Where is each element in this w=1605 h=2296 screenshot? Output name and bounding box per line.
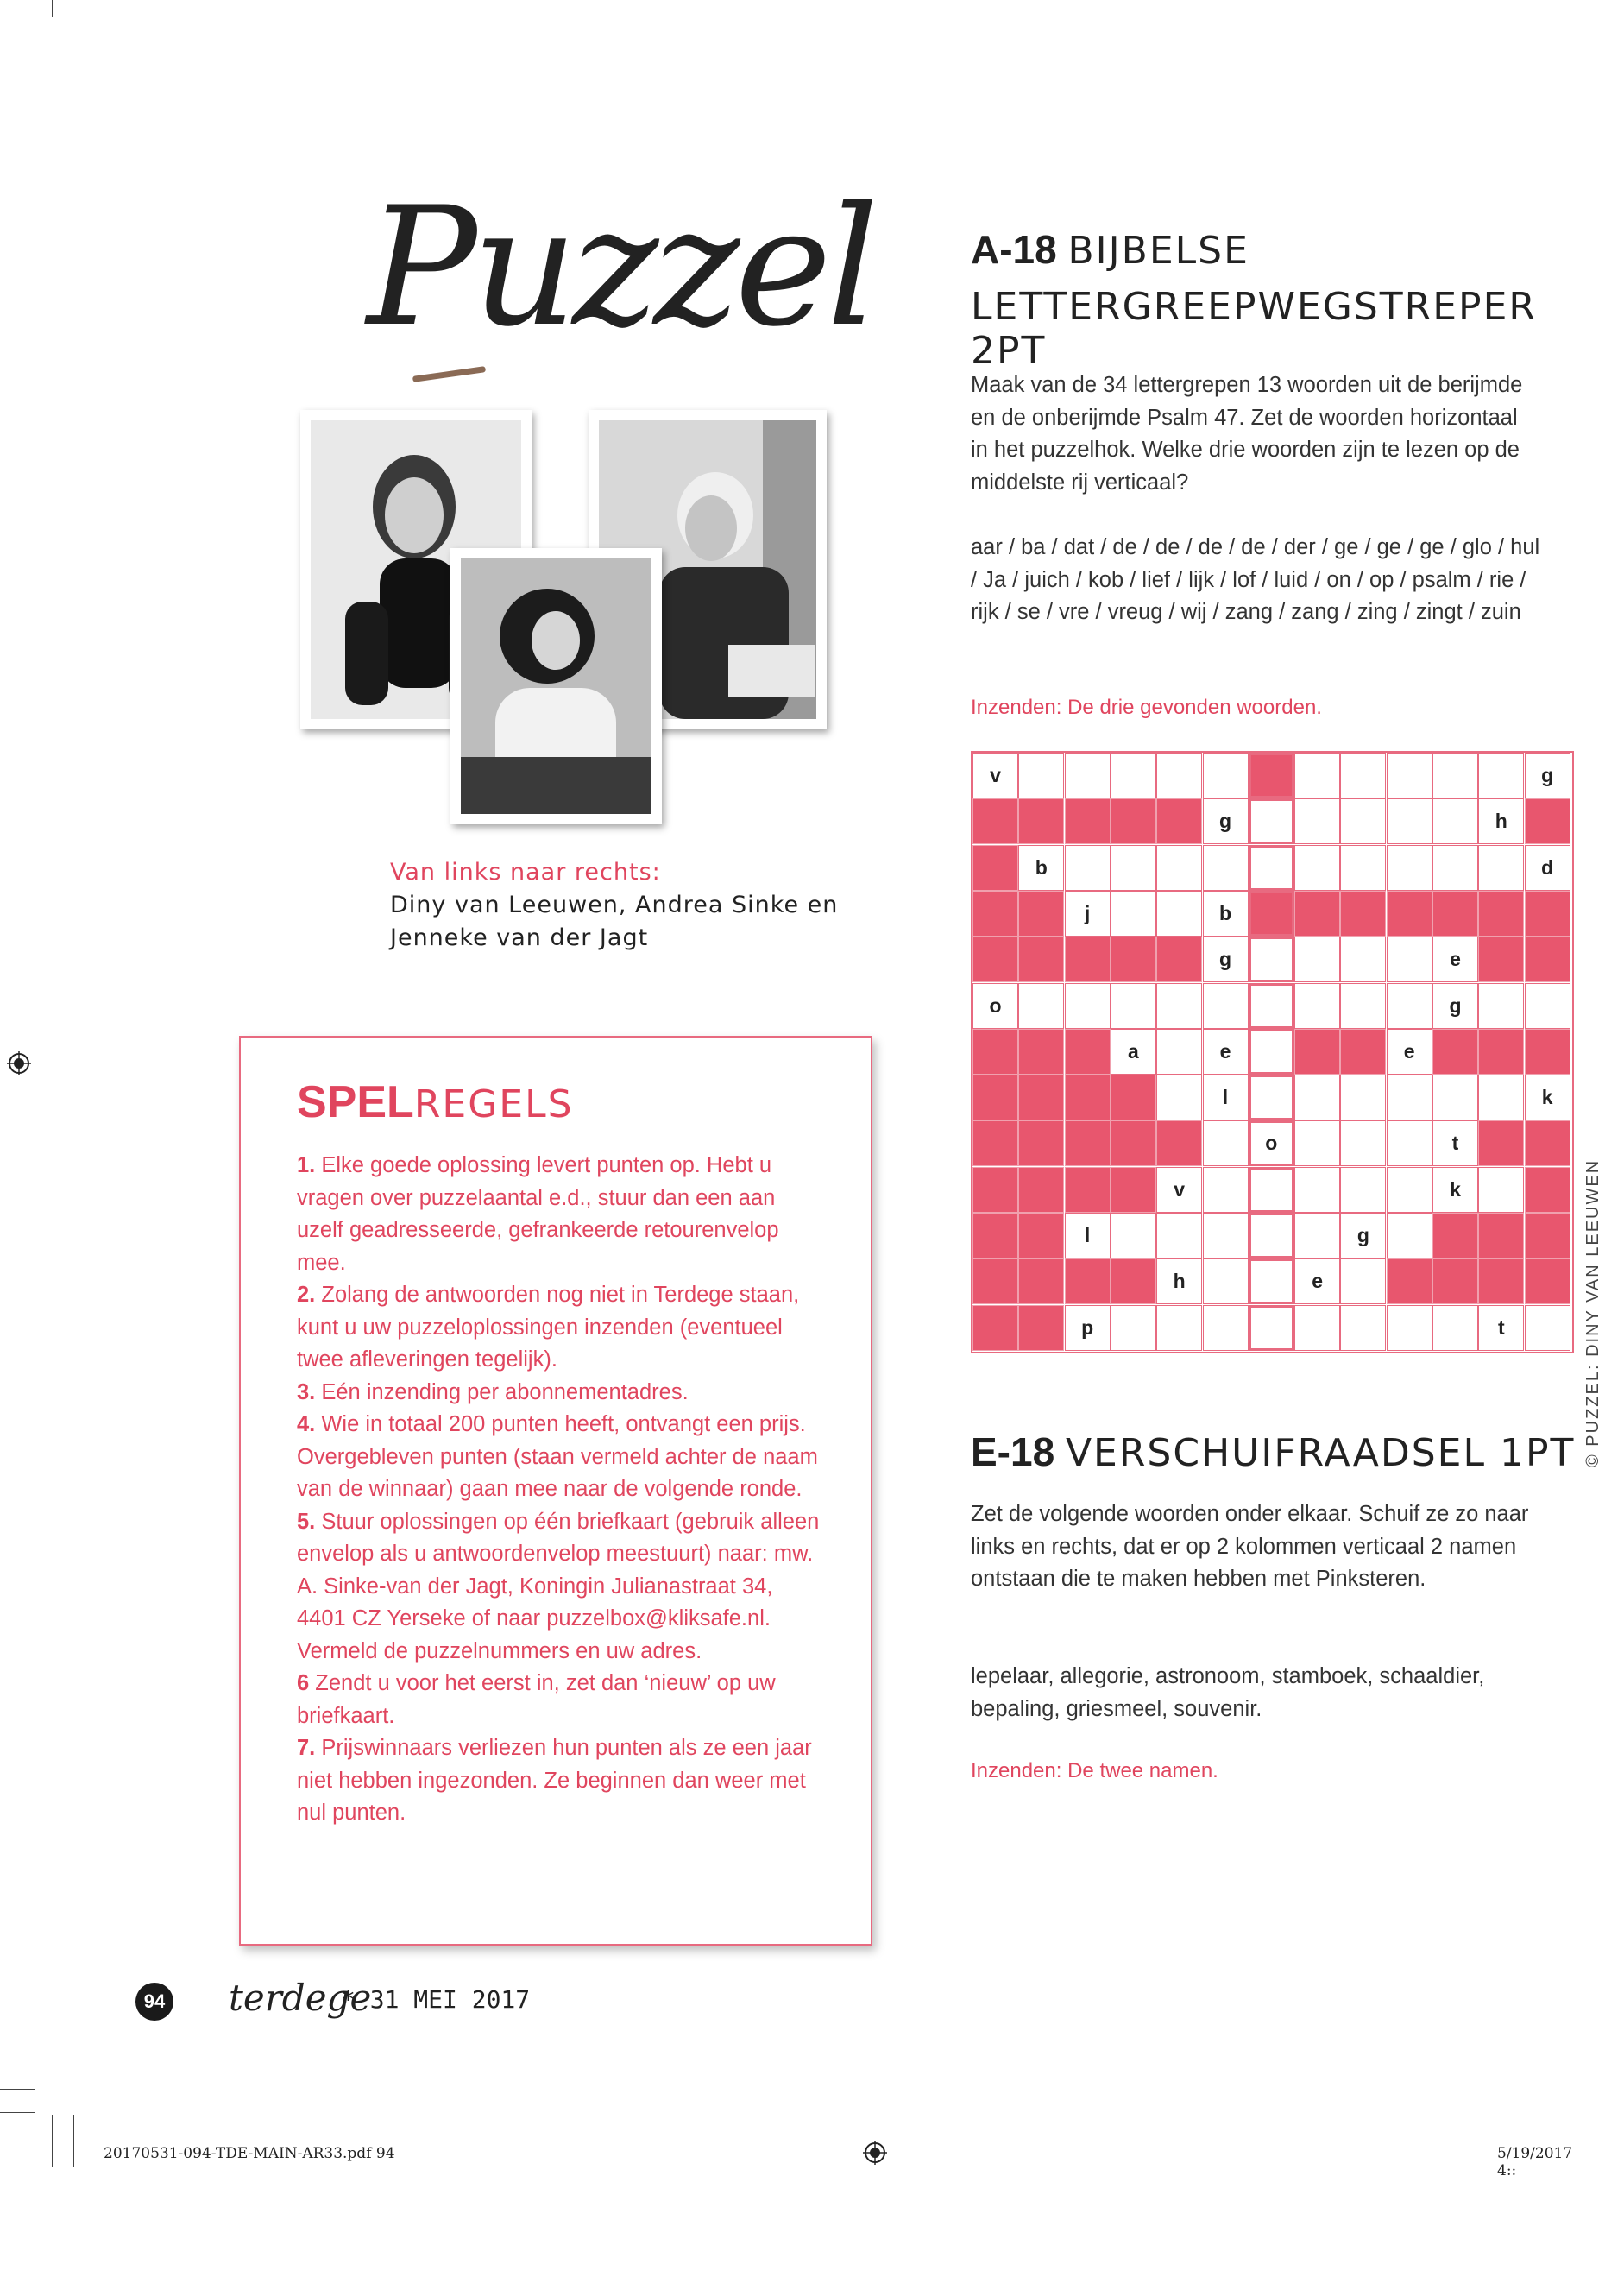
- grid-cell[interactable]: [972, 1213, 1018, 1258]
- grid-cell[interactable]: [1111, 1258, 1156, 1304]
- grid-cell[interactable]: [1340, 1075, 1386, 1120]
- grid-cell[interactable]: [1294, 1075, 1340, 1120]
- grid-cell[interactable]: k: [1525, 1075, 1570, 1120]
- rule-item: [297, 1409, 823, 1506]
- grid-cell[interactable]: [1294, 891, 1340, 937]
- grid-cell[interactable]: [1525, 1305, 1570, 1351]
- crop-mark: [0, 2089, 35, 2090]
- grid-cell[interactable]: [1478, 1213, 1524, 1258]
- grid-cell[interactable]: [1525, 891, 1570, 937]
- rule-item: [297, 1377, 823, 1410]
- grid-cell[interactable]: [1432, 845, 1478, 891]
- grid-cell[interactable]: [1294, 983, 1340, 1029]
- grid-cell[interactable]: [1294, 1120, 1340, 1166]
- grid-cell[interactable]: [1432, 891, 1478, 937]
- rule-item: [297, 1506, 823, 1668]
- rule-number: 6: [297, 1671, 310, 1695]
- grid-cell[interactable]: [1249, 891, 1294, 937]
- grid-cell[interactable]: [1018, 1305, 1064, 1351]
- grid-cell[interactable]: v: [1156, 1167, 1202, 1213]
- grid-cell[interactable]: [1018, 1075, 1064, 1120]
- grid-cell[interactable]: [1294, 1167, 1340, 1213]
- grid-cell[interactable]: [1249, 983, 1294, 1029]
- grid-cell[interactable]: [1111, 937, 1156, 982]
- grid-cell[interactable]: [1294, 798, 1340, 844]
- grid-cell[interactable]: [1340, 1167, 1386, 1213]
- grid-cell[interactable]: h: [1156, 1258, 1202, 1304]
- grid-cell[interactable]: [1387, 1305, 1432, 1351]
- grid-cell[interactable]: o: [972, 983, 1018, 1029]
- grid-cell[interactable]: [1525, 983, 1570, 1029]
- grid-cell[interactable]: [1478, 753, 1524, 798]
- grid-cell[interactable]: [1387, 937, 1432, 982]
- grid-cell[interactable]: [1065, 1167, 1111, 1213]
- rule-text: Wie in totaal 200 punten heeft, ontvangt een prijs. Overgebleven punten (staan vermeld achter de naam van de winnaar) gaan mee naar de volgende ronde.: [297, 1412, 818, 1501]
- grid-cell[interactable]: t: [1478, 1305, 1524, 1351]
- rule-item: [297, 1279, 823, 1377]
- grid-cell[interactable]: [972, 1258, 1018, 1304]
- page-number: 94: [135, 1983, 173, 2021]
- grid-cell[interactable]: [1478, 1075, 1524, 1120]
- grid-cell[interactable]: p: [1065, 1305, 1111, 1351]
- rule-number: 4.: [297, 1412, 316, 1436]
- grid-cell[interactable]: o: [1249, 1120, 1294, 1166]
- grid-cell[interactable]: [1156, 1029, 1202, 1075]
- grid-cell[interactable]: [1111, 753, 1156, 798]
- grid-cell[interactable]: [1525, 1258, 1570, 1304]
- rules-box: [239, 1036, 872, 1946]
- grid-cell[interactable]: e: [1387, 1029, 1432, 1075]
- grid-cell[interactable]: [1249, 753, 1294, 798]
- grid-cell[interactable]: [1111, 1120, 1156, 1166]
- grid-cell[interactable]: [972, 1029, 1018, 1075]
- grid-cell[interactable]: [1111, 1075, 1156, 1120]
- grid-cell[interactable]: [1065, 983, 1111, 1029]
- grid-cell[interactable]: [1340, 891, 1386, 937]
- rule-number: 2.: [297, 1283, 316, 1307]
- grid-cell[interactable]: [1156, 1213, 1202, 1258]
- grid-cell[interactable]: [972, 1167, 1018, 1213]
- puzzle-a-intro: Maak van de 34 lettergrepen 13 woorden uit de berijmde en de onberijmde Psalm 47. Zet de woorden horizontaal in het puzzelhok. Welke drie woorden zijn te lezen op de middelste rij verticaal?: [971, 373, 1523, 495]
- rule-item: [297, 1732, 823, 1830]
- grid-cell[interactable]: [1111, 1213, 1156, 1258]
- grid-cell[interactable]: [1203, 983, 1249, 1029]
- rule-text: Zendt u voor het eerst in, zet dan ‘nieuw’ op uw briefkaart.: [297, 1671, 776, 1728]
- puzzle-e-words: lepelaar, allegorie, astronoom, stamboek, schaaldier, bepaling, griesmeel, souvenir.: [971, 1664, 1485, 1721]
- grid-cell[interactable]: [1018, 891, 1064, 937]
- grid-cell[interactable]: [1018, 937, 1064, 982]
- puzzle-e-heading: E-18 VERSCHUIFRAADSEL 1PT: [971, 1429, 1576, 1475]
- crop-mark: [52, 2115, 53, 2167]
- grid-cell[interactable]: [1525, 1213, 1570, 1258]
- grid-cell[interactable]: [1249, 1167, 1294, 1213]
- grid-cell[interactable]: [1478, 983, 1524, 1029]
- grid-cell[interactable]: [1203, 1120, 1249, 1166]
- pencil-decoration: [412, 366, 486, 382]
- grid-cell[interactable]: k: [1432, 1167, 1478, 1213]
- grid-cell[interactable]: [1018, 983, 1064, 1029]
- puzzle-a-submit: Inzenden: De drie gevonden woorden.: [971, 696, 1322, 719]
- grid-cell[interactable]: [1432, 1213, 1478, 1258]
- grid-cell[interactable]: [1065, 1029, 1111, 1075]
- magazine-logo: terdege: [229, 1977, 372, 2019]
- photo-andrea: [450, 548, 662, 824]
- grid-cell[interactable]: [1156, 753, 1202, 798]
- grid-cell[interactable]: [1249, 845, 1294, 891]
- grid-cell[interactable]: [1065, 1120, 1111, 1166]
- grid-cell[interactable]: [1294, 1029, 1340, 1075]
- grid-cell[interactable]: [1203, 1167, 1249, 1213]
- grid-cell[interactable]: [972, 937, 1018, 982]
- grid-cell[interactable]: [1387, 983, 1432, 1029]
- grid-cell[interactable]: [1156, 798, 1202, 844]
- grid-cell[interactable]: [1065, 845, 1111, 891]
- rules-title: SPELREGELS: [297, 1077, 574, 1127]
- grid-cell[interactable]: [1065, 937, 1111, 982]
- grid-cell[interactable]: d: [1525, 845, 1570, 891]
- grid-cell[interactable]: [1525, 1120, 1570, 1166]
- grid-cell[interactable]: [1203, 1213, 1249, 1258]
- grid-cell[interactable]: [1294, 937, 1340, 982]
- registration-mark-icon: [863, 2141, 887, 2165]
- grid-cell[interactable]: [1156, 845, 1202, 891]
- grid-cell[interactable]: [1478, 891, 1524, 937]
- grid-cell[interactable]: [1249, 1305, 1294, 1351]
- grid-cell[interactable]: [1018, 1258, 1064, 1304]
- grid-cell[interactable]: g: [1525, 753, 1570, 798]
- grid-cell[interactable]: [1387, 1120, 1432, 1166]
- grid-cell[interactable]: [1111, 798, 1156, 844]
- slug-date: 5/19/2017 4::: [1497, 2145, 1573, 2179]
- grid-cell[interactable]: [972, 891, 1018, 937]
- grid-cell[interactable]: [1387, 1075, 1432, 1120]
- grid-cell[interactable]: [1432, 1258, 1478, 1304]
- grid-cell[interactable]: [1340, 983, 1386, 1029]
- grid-cell[interactable]: l: [1203, 1075, 1249, 1120]
- grid-cell[interactable]: [1478, 845, 1524, 891]
- grid-cell[interactable]: g: [1340, 1213, 1386, 1258]
- rule-number: 5.: [297, 1509, 316, 1534]
- grid-cell[interactable]: [972, 1075, 1018, 1120]
- grid-cell[interactable]: [1203, 845, 1249, 891]
- grid-cell[interactable]: [1018, 1120, 1064, 1166]
- grid-cell[interactable]: [1432, 1029, 1478, 1075]
- grid-cell[interactable]: [1249, 1213, 1294, 1258]
- grid-cell[interactable]: a: [1111, 1029, 1156, 1075]
- grid-cell[interactable]: [1156, 983, 1202, 1029]
- caption-names: Diny van Leeuwen, Andrea Sinke en Jenneke van der Jagt: [390, 892, 839, 951]
- grid-cell[interactable]: [1065, 798, 1111, 844]
- grid-cell[interactable]: [1478, 1167, 1524, 1213]
- grid-cell[interactable]: [1387, 1213, 1432, 1258]
- grid-cell[interactable]: [1525, 1167, 1570, 1213]
- grid-cell[interactable]: j: [1065, 891, 1111, 937]
- crop-mark: [0, 2112, 35, 2113]
- rule-number: 1.: [297, 1153, 316, 1177]
- grid-cell[interactable]: [1340, 937, 1386, 982]
- registration-mark-icon: [7, 1051, 31, 1075]
- grid-cell[interactable]: e: [1203, 1029, 1249, 1075]
- grid-cell[interactable]: [1340, 845, 1386, 891]
- svg-text:© PUZZEL: DINY VAN LEEUWEN: © PUZZEL: DINY VAN LEEUWEN: [1583, 1158, 1602, 1467]
- grid-cell[interactable]: e: [1432, 937, 1478, 982]
- grid-cell[interactable]: [1156, 891, 1202, 937]
- grid-cell[interactable]: [1111, 845, 1156, 891]
- grid-cell[interactable]: [972, 1305, 1018, 1351]
- rules-list: [297, 1150, 823, 1830]
- puzzle-a-heading: A-18 BIJBELSE: [971, 227, 1249, 273]
- rule-item: [297, 1668, 823, 1732]
- grid-cell[interactable]: [1387, 1167, 1432, 1213]
- page-title: Puzzel: [367, 172, 874, 363]
- grid-cell[interactable]: [1340, 1305, 1386, 1351]
- grid-cell[interactable]: [1478, 1120, 1524, 1166]
- issue-date: * 31 MEI 2017: [341, 1985, 531, 2014]
- grid-cell[interactable]: [1018, 1167, 1064, 1213]
- grid-cell[interactable]: [1111, 1305, 1156, 1351]
- grid-cell[interactable]: [1432, 1075, 1478, 1120]
- puzzle-a-syllables: aar / ba / dat / de / de / de / de / der / ge / ge / ge / glo / hul / Ja / juich / kob / lief / lijk / lof / luid / on / op / psalm / rie / rijk / se / vre / vreug / wij / zang / zang / zing / zingt / zuin: [971, 535, 1540, 624]
- grid-cell[interactable]: [1018, 798, 1064, 844]
- grid-cell[interactable]: b: [1018, 845, 1064, 891]
- grid-cell[interactable]: [1294, 753, 1340, 798]
- grid-cell[interactable]: [1525, 1029, 1570, 1075]
- puzzle-grid: [971, 751, 1574, 1353]
- grid-cell[interactable]: [972, 845, 1018, 891]
- side-credit: [1579, 1019, 1605, 1467]
- grid-cell[interactable]: [1156, 1075, 1202, 1120]
- grid-cell[interactable]: [1249, 937, 1294, 982]
- crop-mark: [73, 2115, 74, 2167]
- crop-mark: [52, 0, 53, 17]
- rule-text: Eén inzending per abonnementadres.: [315, 1379, 689, 1404]
- grid-cell[interactable]: [1387, 1258, 1432, 1304]
- grid-cell[interactable]: b: [1203, 891, 1249, 937]
- grid-cell[interactable]: h: [1478, 798, 1524, 844]
- puzzle-e-intro: Zet de volgende woorden onder elkaar. Schuif ze zo naar links en rechts, dat er op 2 kolommen verticaal 2 namen ontstaan die te maken hebben met Pinksteren.: [971, 1502, 1529, 1591]
- puzzle-a-subtitle: LETTERGREEPWEGSTREPER 2PT: [971, 285, 1537, 373]
- grid-cell[interactable]: [1340, 753, 1386, 798]
- grid-cell[interactable]: [1525, 937, 1570, 982]
- grid-cell[interactable]: g: [1432, 983, 1478, 1029]
- grid-cell[interactable]: [1249, 1029, 1294, 1075]
- grid-cell[interactable]: [1525, 798, 1570, 844]
- rule-item: [297, 1150, 823, 1279]
- grid-cell[interactable]: t: [1432, 1120, 1478, 1166]
- rule-text: Stuur oplossingen op één briefkaart (gebruik alleen envelop als u antwoordenvelop meestuurt) naar: mw. A. Sinke-van der Jagt, Koningin Julianastraat 34, 4401 CZ Yerseke of naar puzzelbox@kliksafe.nl. Vermeld de puzzelnummers en uw adres.: [297, 1509, 820, 1663]
- grid-cell[interactable]: v: [972, 753, 1018, 798]
- grid-cell[interactable]: g: [1203, 798, 1249, 844]
- grid-cell[interactable]: [1111, 891, 1156, 937]
- grid-cell[interactable]: [1294, 1213, 1340, 1258]
- grid-cell[interactable]: [1478, 1258, 1524, 1304]
- grid-cell[interactable]: [1387, 845, 1432, 891]
- grid-cell[interactable]: [1432, 1305, 1478, 1351]
- grid-cell[interactable]: [1478, 937, 1524, 982]
- grid-cell[interactable]: [1478, 1029, 1524, 1075]
- slug-file: 20170531-094-TDE-MAIN-AR33.pdf 94: [104, 2145, 395, 2162]
- grid-cell[interactable]: [972, 1120, 1018, 1166]
- grid-cell[interactable]: [1294, 845, 1340, 891]
- grid-cell[interactable]: [1065, 753, 1111, 798]
- grid-cell[interactable]: [1387, 753, 1432, 798]
- grid-cell[interactable]: [1018, 753, 1064, 798]
- grid-cell[interactable]: [1156, 937, 1202, 982]
- grid-cell[interactable]: [1065, 1258, 1111, 1304]
- grid-cell[interactable]: [1111, 983, 1156, 1029]
- rule-text: Elke goede oplossing levert punten op. Hebt u vragen over puzzelaantal e.d., stuur dan een aan uzelf geadresseerde, gefrankeerde retourenvelop mee.: [297, 1153, 779, 1275]
- grid-cell[interactable]: e: [1294, 1258, 1340, 1304]
- grid-cell[interactable]: [1018, 1029, 1064, 1075]
- grid-cell[interactable]: [1340, 1258, 1386, 1304]
- grid-cell[interactable]: [1249, 798, 1294, 844]
- grid-cell[interactable]: [1387, 891, 1432, 937]
- rule-text: Zolang de antwoorden nog niet in Terdege staan, kunt u uw puzzeloplossingen inzenden (eventueel twee afleveringen tegelijk).: [297, 1283, 800, 1372]
- rule-number: 7.: [297, 1736, 316, 1760]
- grid-cell[interactable]: [1018, 1213, 1064, 1258]
- puzzle-e-submit: Inzenden: De twee namen.: [971, 1759, 1218, 1782]
- grid-cell[interactable]: [1203, 1305, 1249, 1351]
- grid-cell[interactable]: [1249, 1075, 1294, 1120]
- grid-cell[interactable]: [1065, 1075, 1111, 1120]
- grid-cell[interactable]: [1432, 753, 1478, 798]
- grid-cell[interactable]: [1294, 1305, 1340, 1351]
- grid-cell[interactable]: l: [1065, 1213, 1111, 1258]
- caption-label: Van links naar rechts:: [390, 859, 661, 886]
- grid-cell[interactable]: [972, 798, 1018, 844]
- grid-cell[interactable]: [1203, 753, 1249, 798]
- grid-cell[interactable]: [1432, 798, 1478, 844]
- rule-text: Prijswinnaars verliezen hun punten als ze een jaar niet hebben ingezonden. Ze beginnen dan weer met nul punten.: [297, 1736, 812, 1825]
- grid-cell[interactable]: [1249, 1258, 1294, 1304]
- grid-cell[interactable]: [1387, 798, 1432, 844]
- grid-cell[interactable]: [1156, 1305, 1202, 1351]
- grid-cell[interactable]: [1340, 1120, 1386, 1166]
- grid-cell[interactable]: [1111, 1167, 1156, 1213]
- rule-number: 3.: [297, 1379, 316, 1404]
- grid-cell[interactable]: g: [1203, 937, 1249, 982]
- grid-cell[interactable]: [1340, 1029, 1386, 1075]
- grid-cell[interactable]: [1203, 1258, 1249, 1304]
- grid-cell[interactable]: [1156, 1120, 1202, 1166]
- grid-cell[interactable]: [1340, 798, 1386, 844]
